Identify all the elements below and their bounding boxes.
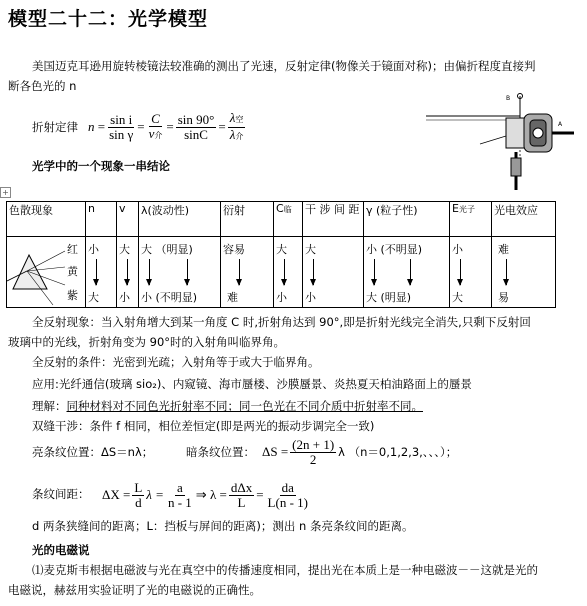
svg-text:B: B — [506, 95, 511, 102]
em-theory-line-2: 电磁说，赫兹用实验证明了光的电磁说的正确性。 — [8, 583, 261, 597]
fringe-spacing-note: d 两条狭缝间的距离；L：挡板与屏间的距离)；测出 n 条亮条纹间的距离。 — [32, 519, 414, 533]
header-frequency: γ (粒子性) — [364, 202, 450, 237]
cell-wavelength: 大 （明显) 小 (不明显) — [139, 237, 221, 308]
refraction-label: 折射定律 — [32, 120, 78, 134]
applications: 应用:光纤通信(玻璃 sio₂)、内窥镜、海市蜃楼、沙膜蜃景、炎热夏天柏油路面上的蜃景 — [32, 377, 472, 391]
em-theory-line-1: ⑴麦克斯韦根据电磁波与光在真空中的传播速度相同，提出光在本质上是一种电磁波－－这就是光的 — [32, 563, 538, 577]
em-theory-heading: 光的电磁说 — [32, 543, 90, 557]
header-dispersion: 色散现象 — [7, 202, 86, 237]
understanding: 理解：同种材料对不同色光折射率不同；同一色光在不同介质中折射率不同。 — [32, 399, 423, 413]
cell-frequency: 小 (不明显) 大 (明显) — [364, 237, 450, 308]
color-red: 红 — [67, 243, 78, 256]
prism-icon — [7, 237, 67, 307]
cell-n: 小 大 — [86, 237, 117, 308]
table-move-handle[interactable]: + — [0, 187, 11, 198]
header-energy: E光子 — [450, 202, 492, 237]
header-v: v — [117, 202, 139, 237]
bright-fringe-position: 亮条纹位置：ΔS＝nλ； — [32, 445, 154, 459]
cell-energy: 小 大 — [450, 237, 492, 308]
cell-interference: 大 小 — [303, 237, 364, 308]
cell-v: 大 小 — [117, 237, 139, 308]
header-wavelength: λ(波动性) — [139, 202, 221, 237]
total-reflection-line-2: 玻璃中的光线，折射角变为 90°时的入射角叫临界角。 — [8, 335, 286, 349]
michelson-apparatus-diagram — [420, 86, 580, 198]
intro-line-2: 断各色光的 n — [8, 79, 77, 93]
total-reflection-line-1: 全反射现象：当入射角增大到某一角度 C 时,折射角达到 90°,即是折射光线完全消失,只剩下反射回 — [32, 315, 531, 329]
color-yellow: 黄 — [67, 265, 78, 278]
fringe-spacing-formula: ΔX = $\frac{L}{d}$ λ = $\frac{a}{n - 1}$ ⇒ λ = $\frac{\text{dΔx}}{L}$ = $\frac{da}{L(n - 1)}$ — [102, 479, 308, 510]
fringe-spacing-label: 条纹间距： — [32, 487, 90, 501]
refraction-formula: n = $\frac{\text{sin i}}{\text{sin γ}}$ = $\frac{C}{\text{v介}}$ = $\frac{\sin 90^\circ}{\sin C}$ = $\frac{\text{λ空}}{\text{λ介}}$ — [88, 109, 244, 142]
dark-fringe-formula: ΔS = $\frac{(2n + 1)}{2}$ λ （n＝0,1,2,3,、、、）； — [262, 436, 458, 467]
section-heading: 光学中的一个现象一串结论 — [32, 159, 170, 173]
color-violet: 紫 — [67, 289, 78, 302]
double-slit-condition: 双缝干涉：条件 f 相同，相位差恒定(即是两光的振动步调完全一致) — [32, 419, 375, 433]
header-n: n — [86, 202, 117, 237]
total-reflection-condition: 全反射的条件：光密到光疏；入射角等于或大于临界角。 — [32, 355, 320, 369]
svg-text:A: A — [558, 121, 563, 128]
header-photoelectric: 光电效应 — [492, 202, 556, 237]
cell-diffraction: 容易 难 — [221, 237, 274, 308]
cell-critical-angle: 大 小 — [274, 237, 303, 308]
dispersion-table — [6, 201, 556, 308]
dark-fringe-label: 暗条纹位置： — [186, 445, 255, 459]
page-title: 模型二十二：光学模型 — [8, 8, 209, 30]
prism-cell — [7, 237, 86, 308]
header-diffraction: 衍射 — [221, 202, 274, 237]
header-interference-spacing: 干 涉 间 距 — [303, 202, 364, 237]
header-critical-angle: C临 — [274, 202, 303, 237]
cell-photoelectric: 难 易 — [492, 237, 556, 308]
intro-line-1: 美国迈克耳逊用旋转棱镜法较准确的测出了光速，反射定律(物像关于镜面对称)；由偏折程度直接判 — [32, 59, 536, 73]
